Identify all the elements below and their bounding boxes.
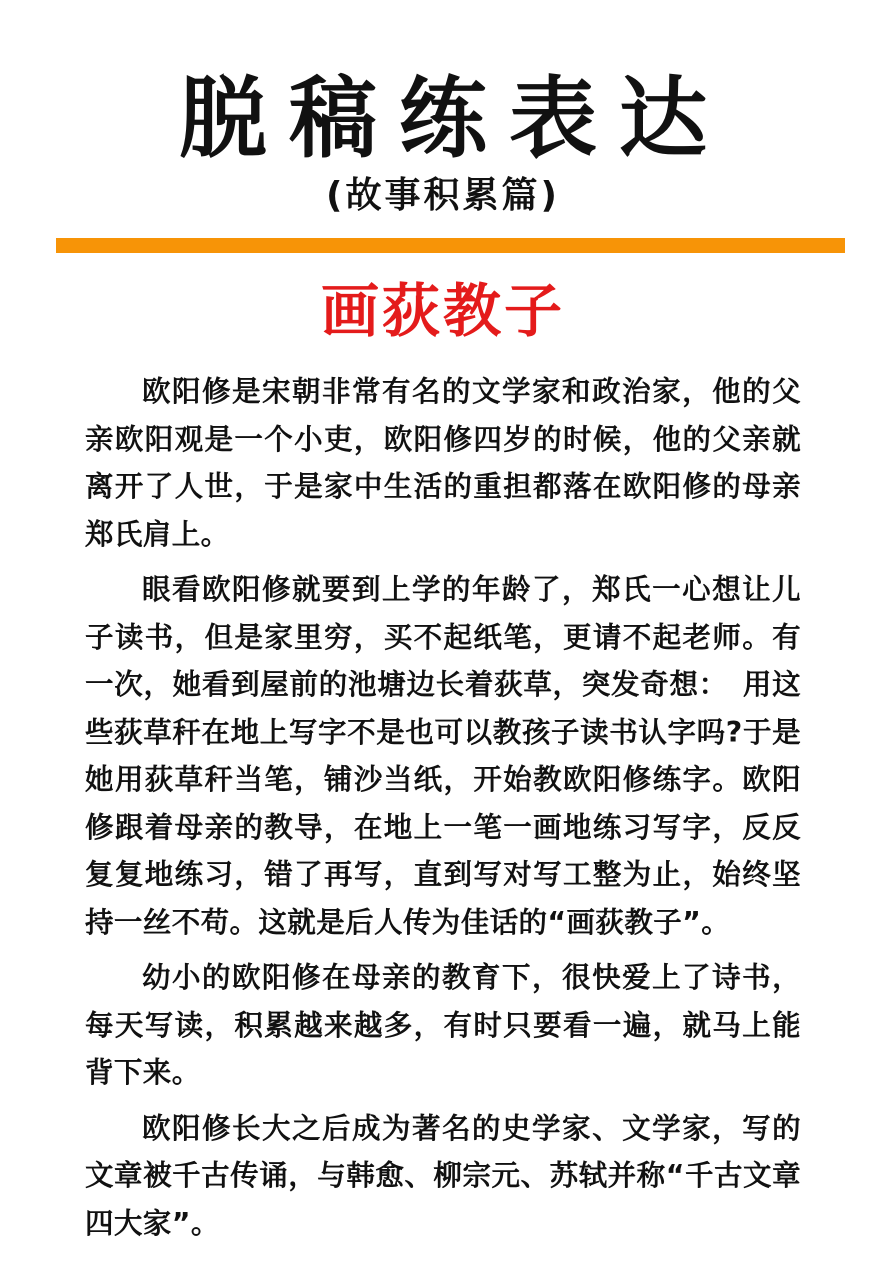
page-subtitle: (故事积累篇) (326, 175, 560, 216)
story-paragraph-2: 眼看欧阳修就要到上学的年龄了，郑氏一心想让儿子读书，但是家里穷，买不起纸笔，更请不起老师。有一次，她看到屋前的池塘边长着荻草，突发奇想： 用这些荻草秆在地上写字不是也可以教孩子读书认字吗?于是她用荻草秆当笔，铺沙当纸，开始教欧阳修练字。欧阳修跟着母亲的教导，在地上一笔一画地练习写字，反反复复地练习，错了再写，直到写对写工整为止，始终坚持一丝不苟。这就是后人传为佳话的“画荻教子”。 (85, 573, 801, 939)
orange-divider (56, 238, 845, 253)
story-paragraph-3: 幼小的欧阳修在母亲的教育下，很快爱上了诗书，每天写读，积累越来越多，有时只要看一遍，就马上能背下来。 (85, 961, 801, 1089)
story-paragraph-1: 欧阳修是宋朝非常有名的文学家和政治家，他的父亲欧阳观是一个小吏，欧阳修四岁的时候，他的父亲就离开了人世，于是家中生活的重担都落在欧阳修的母亲郑氏肩上。 (85, 375, 801, 551)
story-title: 画荻教子 (320, 277, 565, 345)
story-paragraph-4: 欧阳修长大之后成为著名的史学家、文学家，写的文章被千古传诵，与韩愈、柳宗元、苏轼并称“千古文章四大家”。 (85, 1111, 801, 1240)
page-title: 脱稿练表达 (178, 66, 729, 170)
story-body (85, 368, 801, 1247)
